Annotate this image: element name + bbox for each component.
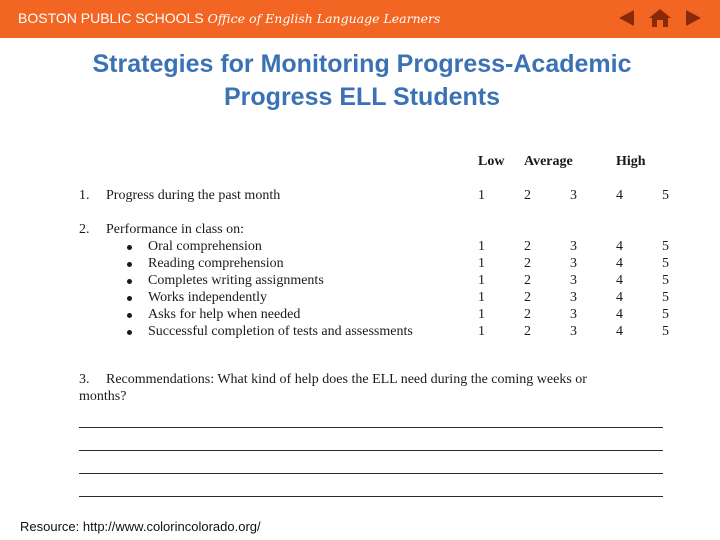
rating-5: 5	[662, 256, 669, 271]
rating-1: 1	[478, 307, 485, 322]
rating-4: 4	[616, 307, 623, 322]
rating-5: 5	[662, 307, 669, 322]
rating-1: 1	[478, 290, 485, 305]
q2-item-label: Successful completion of tests and assessments	[148, 324, 413, 339]
q2-item-label: Reading comprehension	[148, 256, 284, 271]
rating-1: 1	[478, 239, 485, 254]
rating-3: 3	[570, 307, 577, 322]
rating-5: 5	[662, 290, 669, 305]
answer-line	[79, 473, 663, 474]
answer-line	[79, 450, 663, 451]
q3-text-line-1: Recommendations: What kind of help does the ELL need during the coming weeks or	[106, 372, 587, 387]
bullet-icon	[127, 245, 132, 250]
rating-3: 3	[570, 290, 577, 305]
rating-1: 1	[478, 188, 485, 203]
rating-5: 5	[662, 239, 669, 254]
rating-4: 4	[616, 290, 623, 305]
rating-5: 5	[662, 324, 669, 339]
rating-2: 2	[524, 239, 531, 254]
rating-3: 3	[570, 273, 577, 288]
rating-2: 2	[524, 290, 531, 305]
title-line-2: Progress ELL Students	[224, 83, 500, 111]
rating-4: 4	[616, 256, 623, 271]
bullet-icon	[127, 330, 132, 335]
bullet-icon	[127, 313, 132, 318]
rating-1: 1	[478, 273, 485, 288]
rating-5: 5	[662, 273, 669, 288]
q2-item-label: Completes writing assignments	[148, 273, 324, 288]
org-title: BOSTON PUBLIC SCHOOLS	[18, 10, 204, 26]
bullet-icon	[127, 296, 132, 301]
bullet-icon	[127, 262, 132, 267]
rating-2: 2	[524, 324, 531, 339]
rating-4: 4	[616, 188, 623, 203]
resource-footer: Resource: http://www.colorincolorado.org/	[20, 519, 261, 534]
rating-2: 2	[524, 273, 531, 288]
q3-text-line-2: months?	[79, 389, 127, 404]
rating-4: 4	[616, 273, 623, 288]
q1-text: Progress during the past month	[106, 188, 281, 203]
rating-2: 2	[524, 256, 531, 271]
rating-2: 2	[524, 188, 531, 203]
rating-4: 4	[616, 239, 623, 254]
q2-item-label: Oral comprehension	[148, 239, 262, 254]
q3-number: 3.	[79, 372, 90, 387]
rating-1: 1	[478, 324, 485, 339]
rating-3: 3	[570, 324, 577, 339]
q2-text: Performance in class on:	[106, 222, 245, 237]
office-name: Office of English Language Learners	[207, 11, 441, 26]
bullet-icon	[127, 279, 132, 284]
rating-3: 3	[570, 256, 577, 271]
scale-header-low: Low	[478, 154, 505, 169]
q1-number: 1.	[79, 188, 90, 203]
rating-5: 5	[662, 188, 669, 203]
rating-3: 3	[570, 239, 577, 254]
title-line-1: Strategies for Monitoring Progress-Academic	[92, 50, 632, 78]
q2-item-label: Asks for help when needed	[148, 307, 301, 322]
rating-4: 4	[616, 324, 623, 339]
answer-line	[79, 496, 663, 497]
scale-header-high: High	[616, 154, 646, 169]
q2-number: 2.	[79, 222, 90, 237]
rating-3: 3	[570, 188, 577, 203]
scale-header-average: Average	[524, 154, 573, 169]
answer-line	[79, 427, 663, 428]
rating-1: 1	[478, 256, 485, 271]
rating-2: 2	[524, 307, 531, 322]
q2-item-label: Works independently	[148, 290, 268, 305]
